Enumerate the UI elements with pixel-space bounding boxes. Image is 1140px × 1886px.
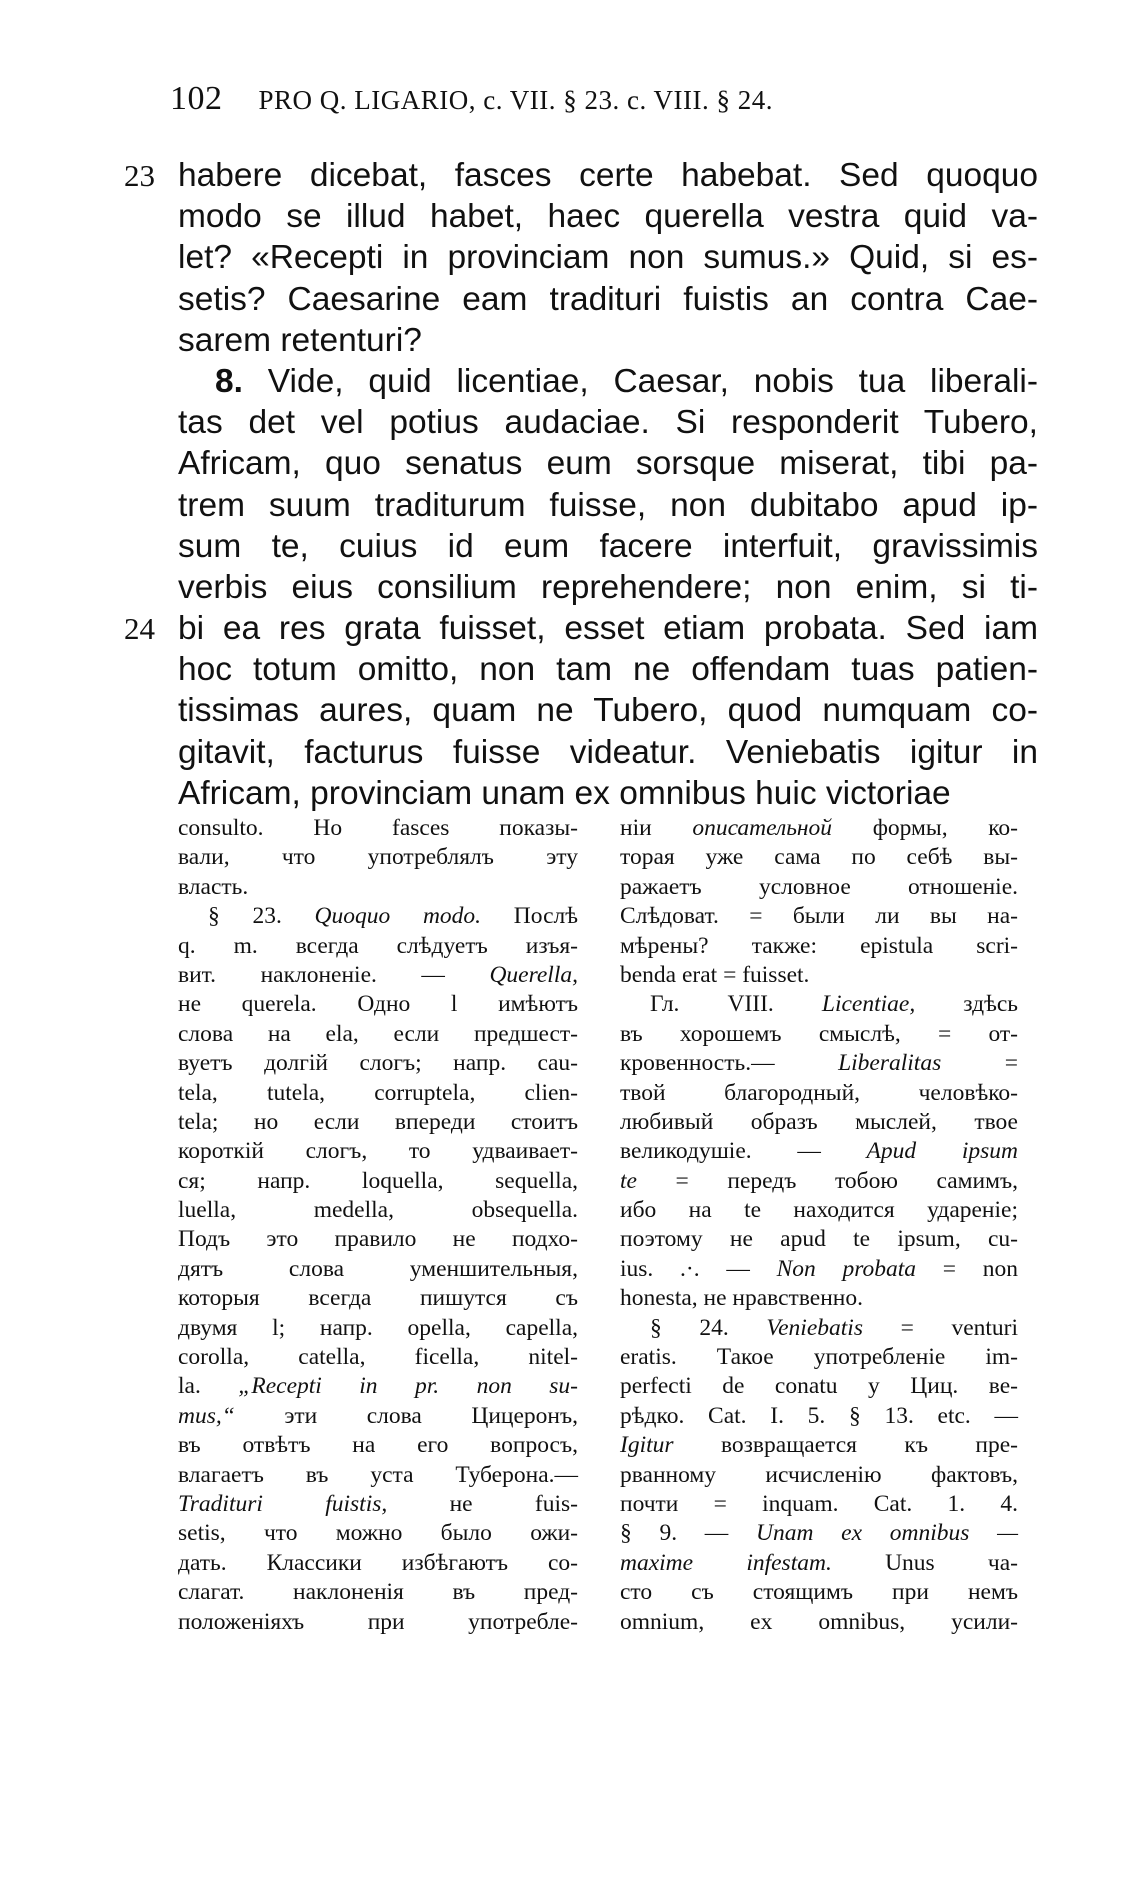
note-line: te = передъ тобою самимъ, [620, 1167, 1018, 1194]
note-line: ніи описательной формы, ко- [620, 815, 1019, 841]
text-line: let? «Recepti in provinciam non sumus.» Quid, si es- [178, 239, 1038, 277]
note-line: почти = inquam. Cat. 1. 4. [620, 1490, 1018, 1517]
note-line: Tradituri fuistis, не fuis- [178, 1490, 578, 1517]
text-line: Africam, quo senatus eum sorsque miserat, tibi pa- [178, 445, 1038, 483]
text-line: 23 habere dicebat, fasces certe habebat. Sed quoquo [178, 155, 1038, 196]
note-line: рѣдко. Cat. I. 5. § 13. etc. — [620, 1402, 1018, 1429]
note-line: § 9. — Unam ex omnibus — [620, 1520, 1019, 1547]
commentary-left-column [178, 814, 578, 1637]
note-line: § 24. Veniebatis = venturi [650, 1314, 1019, 1341]
note-line: власть. [178, 873, 249, 900]
note-line: кровенность.— Liberalitas = [620, 1050, 1018, 1077]
note-line: ражаетъ условное отношеніе. [620, 873, 1018, 900]
running-title: PRO Q. LIGARIO, c. VII. § 23. c. VIII. § 24. [258, 85, 773, 115]
note-line: ius. .·. — Non probata = non [620, 1255, 1019, 1282]
text-line: tissimas aures, quam ne Tubero, quod numquam co- [178, 692, 1038, 730]
text-line: sarem retenturi? [178, 321, 422, 359]
note-line: eratis. Такое употребленіе im- [620, 1344, 1018, 1371]
text-line: setis? Caesarine eam traditurі fuistis an contra Cae- [178, 280, 1038, 318]
note-line: consulto. Но fasces показы- [178, 815, 578, 841]
text-line: sum te, cuius id eum facere interfuit, gravissimis [178, 527, 1038, 565]
note-line: короткій слогъ, то удваивает- [178, 1138, 578, 1165]
note-line: дятъ слова уменшительныя, [178, 1255, 578, 1282]
note-line: corolla, catella, ficella, nitel- [178, 1344, 578, 1371]
note-line: двумя l; напр. opella, capella, [178, 1314, 578, 1341]
note-line: Гл. VIII. Licentiae, здѣсь [650, 991, 1018, 1018]
note-line: benda erat = fuisset. [620, 961, 810, 988]
note-line: Слѣдоват. = были ли вы на- [620, 903, 1018, 930]
note-line: любивый образъ мыслей, твое [620, 1108, 1018, 1135]
text-line: Africam, provinciam unam ex omnibus huic victoriae [178, 774, 951, 812]
note-line: твой благородный, человѣко- [620, 1079, 1018, 1106]
note-line: великодушіе. — Apud ipsum [620, 1138, 1018, 1165]
note-line: въ отвѣтъ на его вопросъ, [178, 1432, 578, 1459]
section-number-23: 23 [124, 158, 155, 193]
text-line: 24 bi ea res grata fuisset, esset etiam probata. Sed iam [178, 608, 1038, 649]
note-line: дать. Классики избѣгаютъ со- [178, 1549, 578, 1576]
note-line: положеніяхъ при употребле- [178, 1608, 578, 1635]
note-line: вуетъ долгій слогъ; напр. cau- [178, 1050, 578, 1077]
note-line: perfecti de conatu у Циц. ве- [620, 1373, 1018, 1400]
text-line: trem suum traditurum fuisse, non dubitabo apud ip- [178, 486, 1038, 524]
note-line: Igitur возвращается къ пре- [620, 1432, 1018, 1459]
note-line: mus,“ эти слова Цицеронъ, [178, 1402, 579, 1429]
page-header [170, 80, 773, 118]
page-number: 102 [170, 80, 223, 117]
text-line: 8. Vide, quid licentiae, Caesar, nobis tua liberali- [215, 362, 1038, 400]
note-line: не querela. Одно l имѣютъ [178, 991, 578, 1018]
note-line: въ хорошемъ смыслѣ, = от- [620, 1020, 1018, 1047]
note-line: сто съ стоящимъ при немъ [620, 1579, 1018, 1606]
text-line: verbis eius consilium reprehendere; non enim, si ti- [178, 568, 1038, 606]
text-line: tas det vel potius audaciae. Si responderit Tubero, [178, 404, 1038, 442]
note-line: мѣрены? также: epistula scri- [620, 932, 1018, 959]
note-line: слагат. наклоненія въ пред- [178, 1579, 578, 1606]
text-line: hoc totum omitto, non tam ne offendam tuas patien- [178, 651, 1038, 689]
main-latin-text [124, 155, 1038, 814]
note-line: которыя всегда пишутся съ [178, 1285, 578, 1312]
note-line: ся; напр. loquella, sequella, [178, 1167, 578, 1194]
chapter-number: 8. [215, 362, 243, 400]
note-line: торая уже сама по себѣ вы- [620, 844, 1018, 871]
text-line: gitavit, facturus fuisse videatur. Veniebatis igitur in [178, 733, 1038, 771]
section-number-24: 24 [124, 611, 155, 647]
note-line: слова на ela, если предшест- [178, 1020, 578, 1047]
note-line: Подъ это правило не подхо- [178, 1226, 578, 1253]
note-line: рванному исчисленію фактовъ, [620, 1461, 1018, 1488]
note-line: поэтому не apud te ipsum, cu- [620, 1226, 1018, 1253]
note-line: tela, tutela, corruptela, clien- [178, 1079, 578, 1106]
note-line: § 23. Quoquo modo. Послѣ [208, 903, 578, 930]
note-line: q. m. всегда слѣдуетъ изъя- [178, 932, 578, 959]
note-line: влагаетъ въ уста Туберона.— [178, 1461, 578, 1488]
note-line: ибо на te находится удареніе; [620, 1197, 1018, 1224]
commentary-right-column [620, 814, 1018, 1637]
note-line: la. „Recepti in pr. non su- [178, 1373, 578, 1400]
note-line: вали, что употреблялъ эту [178, 844, 578, 871]
note-line: tela; но если впереди стоитъ [178, 1108, 578, 1135]
note-line: honesta, не нравственно. [620, 1285, 863, 1312]
note-line: вит. наклоненіе. — Querella, [178, 961, 578, 988]
note-line: maxime infestam. Unus ча- [620, 1549, 1018, 1576]
note-line: luella, medella, obsequella. [178, 1197, 578, 1224]
text-line: modo se illud habet, haec querella vestra quid va- [178, 198, 1038, 236]
note-line: setis, что можно было ожи- [178, 1520, 578, 1547]
note-line: omnium, ex omnibus, усили- [620, 1608, 1018, 1635]
